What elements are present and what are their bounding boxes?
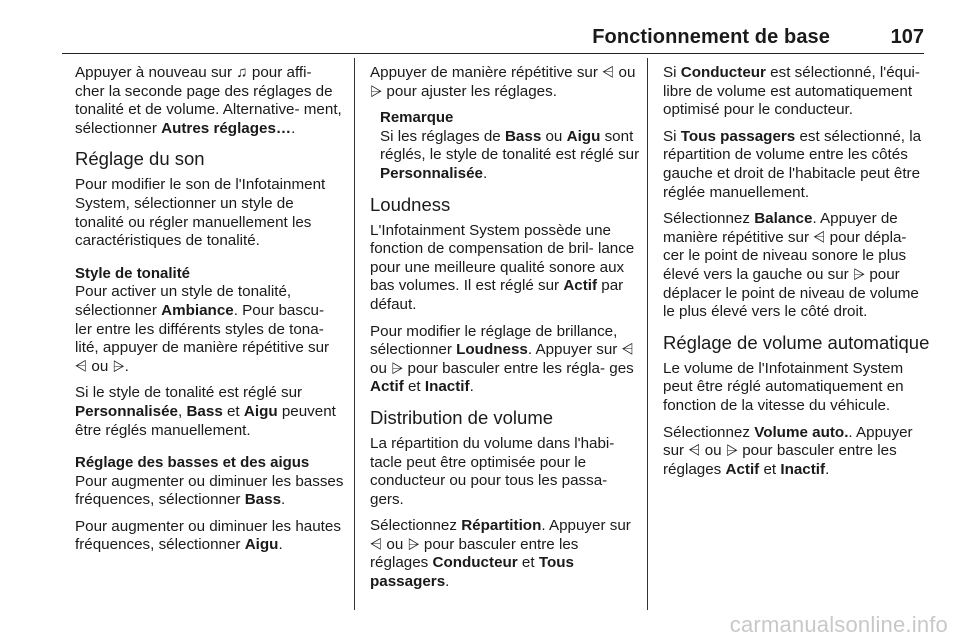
heading-loudness: Loudness xyxy=(370,193,451,215)
arrow-right-icon: ⩥ xyxy=(725,442,738,460)
paragraph: Le volume de l'Infotainment System peut être réglé automatiquement en fonction de la vitesse du véhicule. xyxy=(663,359,904,414)
page-title: Fonctionnement de base xyxy=(592,26,830,48)
paragraph: Si Tous passagers est sélectionné, la répartition de volume entre les côtés gauche et droit de l'habitacle peut être réglée manuellement. xyxy=(663,127,922,201)
arrow-left-icon: ⩤ xyxy=(813,228,826,246)
paragraph: La répartition du volume dans l'habi‐ tacle peut être optimisée pour le conducteur ou pour tous les passa‐ gers. xyxy=(370,434,615,508)
arrow-right-icon: ⩥ xyxy=(112,357,125,375)
arrow-left-icon: ⩤ xyxy=(688,442,701,460)
arrow-left-icon: ⩤ xyxy=(602,64,615,81)
paragraph: Pour modifier le réglage de brillance, sélectionner Loudness. Appuyer sur ⩤ ou ⩥ pour basculer entre les régla‐ ges Actif et Inactif. xyxy=(370,322,634,396)
heading-reglage-son: Réglage du son xyxy=(75,148,205,170)
arrow-left-icon: ⩤ xyxy=(370,535,383,553)
arrow-right-icon: ⩥ xyxy=(407,535,420,553)
column-2 xyxy=(370,64,640,600)
watermark: carmanualsonline.info xyxy=(729,612,948,637)
arrow-right-icon: ⩥ xyxy=(370,82,383,100)
heading-volume-automatique: Réglage de volume automatique xyxy=(663,331,930,353)
subheading-basses-aigus: Réglage des basses et des aigus xyxy=(75,454,310,472)
paragraph: Appuyer de manière répétitive sur ⩤ ou ⩥ pour ajuster les réglages. xyxy=(370,64,636,100)
paragraph: Pour augmenter ou diminuer les hautes fréquences, sélectionner Aigu. xyxy=(75,517,341,554)
paragraph: Sélectionnez Volume auto.. Appuyer sur ⩤ ou ⩥ pour basculer entre les réglages Actif et Inactif. xyxy=(663,423,913,478)
paragraph: Pour activer un style de tonalité, sélectionner Ambiance. Pour bascu‐ ler entre les différents styles de tona‐ lité, appuyer de manière répétitive sur ⩤ ou ⩥. xyxy=(75,283,330,375)
note-title: Remarque xyxy=(380,109,454,127)
column-divider-2 xyxy=(647,58,648,610)
column-divider-1 xyxy=(354,58,355,610)
arrow-right-icon: ⩥ xyxy=(391,359,404,377)
paragraph: Pour modifier le son de l'Infotainment System, sélectionner un style de tonalité ou régler manuellement les caractéristiques de tonalité. xyxy=(75,176,326,250)
heading-distribution-volume: Distribution de volume xyxy=(370,406,554,428)
paragraph: Sélectionnez Balance. Appuyer de manière répétitive sur ⩤ pour dépla‐ cer le point de niveau sonore le plus élevé vers la gauche ou sur ⩥ pour déplacer le point de niveau de volume le plus élevé vers le côté droit. xyxy=(663,210,919,321)
page-number: 107 xyxy=(890,26,924,48)
note-block xyxy=(380,109,640,183)
paragraph: Si Conducteur est sélectionné, l'équi‐ libre de volume est automatiquement optimisé pour le conducteur. xyxy=(663,64,920,119)
arrow-left-icon: ⩤ xyxy=(75,357,88,375)
paragraph: Appuyer à nouveau sur ♫ pour affi‐ cher la seconde page des réglages de tonalité et de volume. Alternative‐ ment, sélectionner Autres réglages…. xyxy=(75,64,342,137)
header-divider xyxy=(62,53,924,54)
paragraph: Sélectionnez Répartition. Appuyer sur ⩤ ou ⩥ pour basculer entre les réglages Conducteur et Tous passagers. xyxy=(370,517,631,591)
arrow-left-icon: ⩤ xyxy=(621,341,634,359)
paragraph: Pour augmenter ou diminuer les basses fréquences, sélectionner Bass. xyxy=(75,472,344,509)
paragraph: Si le style de tonalité est réglé sur Personnalisée, Bass et Aigu peuvent être réglés manuellement. xyxy=(75,384,336,439)
note-text: Si les réglages de Bass ou Aigu sont réglés, le style de tonalité est réglé sur Personnalisée. xyxy=(380,127,640,182)
subheading-style-tonalite: Style de tonalité xyxy=(75,264,191,282)
column-1 xyxy=(75,64,345,563)
music-note-icon: ♫ xyxy=(236,64,248,81)
column-3 xyxy=(663,64,931,487)
arrow-right-icon: ⩥ xyxy=(852,265,866,283)
paragraph: L'Infotainment System possède une fonction de compensation de bril‐ lance pour une meilleure qualité sonore aux bas volumes. Il est réglé sur Actif par défaut. xyxy=(370,221,635,313)
